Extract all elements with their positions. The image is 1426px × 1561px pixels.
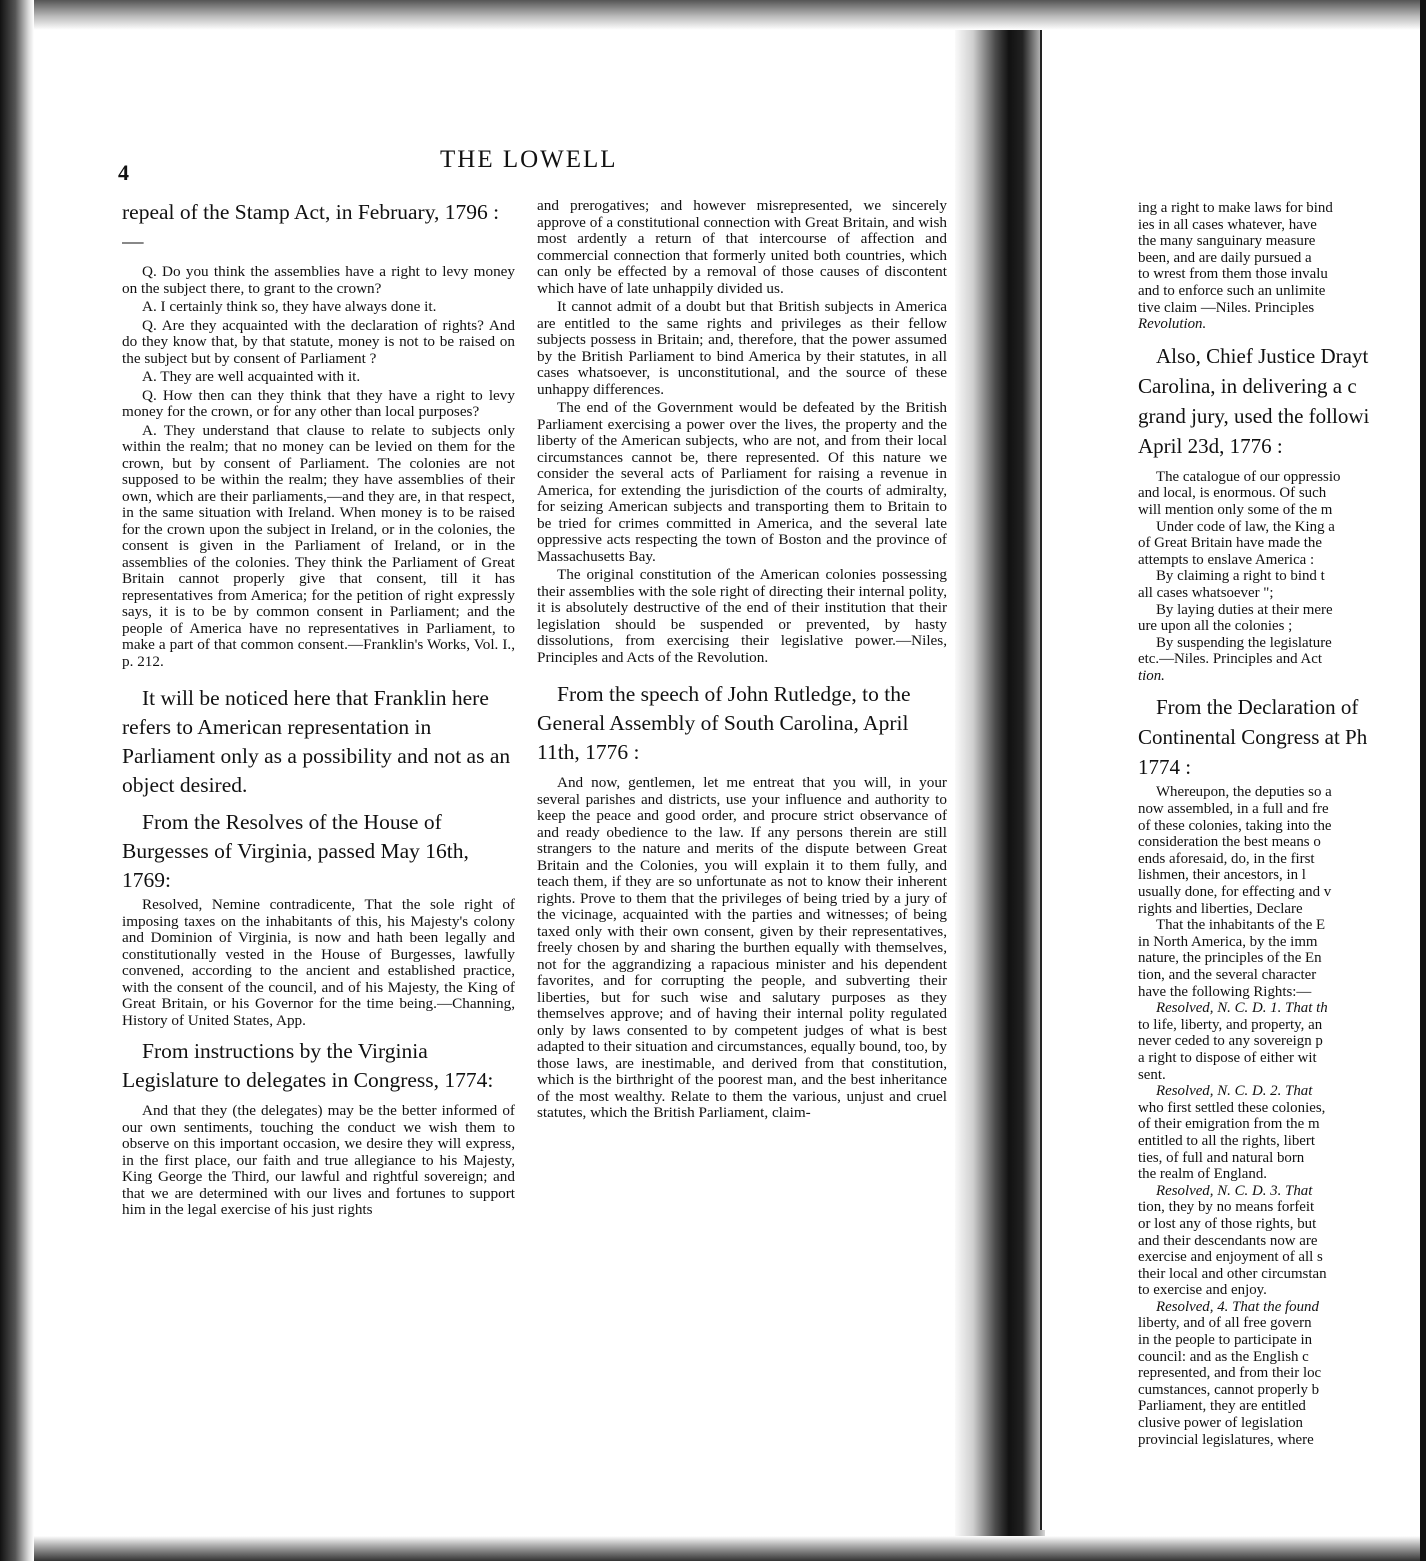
- quote-paragraph: and prerogatives; and however misrepresented, we sincerely approve of a constitutional connection with Great Britain, and wish most ardently a return of that intercourse of affection and commercial connection that formerly united both countries, which can only be effected by a removal of those causes of discontent which have of late unhappily divided us.: [537, 198, 947, 297]
- heading-line: grand jury, used the followi: [1138, 403, 1370, 428]
- text-line: lishmen, their ancestors, in l: [1138, 867, 1306, 884]
- text-line: all cases whatsoever ";: [1138, 584, 1274, 601]
- heading-line: Continental Congress at Ph: [1138, 725, 1368, 750]
- text-line: By claiming a right to bind t: [1156, 568, 1325, 585]
- text-line: etc.—Niles. Principles and Act: [1138, 651, 1323, 668]
- heading-line: Also, Chief Justice Drayt: [1156, 343, 1369, 368]
- text-line: Parliament, they are entitled: [1138, 1398, 1306, 1415]
- text-line: Resolved, N. C. D. 2. That: [1156, 1083, 1313, 1100]
- text-line: usually done, for effecting and v: [1138, 884, 1332, 901]
- resolve-paragraph: Resolved, Nemine contradicente, That the sole right of imposing taxes on the inhabitants of this, his Majesty's colony and Dominion of Virginia, is now and hath been legally and constitutionally vested in the House of Burgesses, lawfully convened, according to the ancient and established practice, with the consent of the council, and of his Majesty, the King of Great Britain, or his Governor for the time being.—Channing, History of United States, App.: [122, 896, 515, 1029]
- text-line: or lost any of those rights, but: [1138, 1215, 1317, 1232]
- text-line: Resolved, 4. That the found: [1156, 1298, 1319, 1315]
- text-line: tive claim —Niles. Principles: [1138, 299, 1315, 316]
- text-line: Resolved, N. C. D. 1. That th: [1156, 1000, 1328, 1017]
- instructions-paragraph: And that they (the delegates) may be the better informed of our own sentiments, touching the conduct we wish them to observe on this important occasion, we desire they will express, in the first place, our faith and true allegiance to his Majesty, King George the Third, our lawful and rightful sovereign; and that we are determined with our lives and fortunes to support him in the legal exercise of his just rights: [122, 1102, 515, 1218]
- text-line: will mention only some of the m: [1138, 501, 1333, 518]
- text-line: Whereupon, the deputies so a: [1156, 784, 1332, 801]
- text-line: tion.: [1138, 667, 1165, 684]
- text-line: of Great Britain have made the: [1138, 535, 1322, 552]
- text-line: cumstances, cannot properly b: [1138, 1381, 1320, 1398]
- text-line: liberty, and of all free govern: [1138, 1315, 1312, 1332]
- text-line: and their descendants now are: [1138, 1232, 1318, 1249]
- page-number: 4: [118, 160, 129, 185]
- text-line: in the people to participate in: [1138, 1332, 1313, 1349]
- speech-paragraph: And now, gentlemen, let me entreat that you will, in your several parishes and districts, use your influence and authority to keep the peace and good order, and procure strict observance of and ready obedience to the law. If any persons therein are still strangers to the nature and merits of the dispute between Great Britain and the Colonies, you will explain it to them fully, and teach them, if they are so unfortunate as not to know their inherent rights. Prove to them that the privileges of being tried by a jury of the vicinage, acquainted with the parties and witnesses; of being taxed only with their own consent, given by their representatives, freely chosen by and sharing the burthen equally with themselves, not for the aggrandizing a rapacious minister and his dependent favorites, and for corrupting the people, and subverting their liberties, but for such wise and salutary purposes as they themselves approve; and of having their internal polity regulated only by laws consented to by competent judges of what is best adapted to their situation and circumstances, equally bound, too, by those laws, are inestimable, and derived from that constitution, which is the birthright of the poorest man, and the best inheritance of the most wealthy. Relate to them the various, unjust and cruel statutes, which the British Parliament, claim-: [537, 774, 947, 1121]
- scan-edge-left: [0, 0, 34, 1561]
- source-heading: From the Resolves of the House of Burgesses of Virginia, passed May 16th, 1769:: [122, 810, 469, 892]
- text-line: a right to dispose of either wit: [1138, 1049, 1317, 1066]
- column-middle: [537, 198, 947, 1498]
- heading-line: Carolina, in delivering a c: [1138, 373, 1357, 398]
- qa-paragraph: A. They are well acquainted with it.: [142, 368, 361, 385]
- text-line: ure upon all the colonies ;: [1138, 618, 1293, 635]
- text-line: and local, is enormous. Of such: [1138, 485, 1327, 502]
- qa-paragraph: Q. How then can they think that they have a right to levy money for the crown, or for any other than local purposes?: [122, 386, 515, 420]
- text-line: By laying duties at their mere: [1156, 601, 1333, 618]
- text-line: in North America, by the imm: [1138, 933, 1318, 950]
- text-line: consideration the best means o: [1138, 834, 1321, 851]
- quote-paragraph: The end of the Government would be defeated by the British Parliament exercising a power over the lives, the property and the liberty of the American subjects, who are not, and from their local circumstances cannot be, there represented. Of this nature we consider the several acts of Parliament for raising a revenue in America, for extending the jurisdiction of the courts of admiralty, for seizing American subjects and transporting them to Britain to be tried for crimes committed in America, and the several late oppressive acts respecting the town of Boston and the province of Massachusetts Bay.: [537, 399, 947, 565]
- heading-line: From the Declaration of: [1156, 695, 1359, 720]
- book-gutter-shadow: [955, 0, 1045, 1561]
- column-right-cropped: [1138, 200, 1426, 1500]
- block-declaration: [1138, 784, 1426, 1448]
- text-line: nature, the principles of the En: [1138, 950, 1322, 967]
- text-line: ties, of full and natural born: [1138, 1149, 1305, 1166]
- text-line: been, and are daily pursued a: [1138, 249, 1312, 266]
- qa-paragraph: Q. Are they acquainted with the declaration of rights? And do they know that, by that statute, money is not to be raised on the subject but by consent of Parliament ?: [122, 316, 515, 367]
- text-line: of their emigration from the m: [1138, 1116, 1320, 1133]
- column-left: [122, 198, 515, 1498]
- text-line: tion, they by no means forfeit: [1138, 1199, 1315, 1216]
- text-line: to life, liberty, and property, an: [1138, 1016, 1323, 1033]
- source-heading: From the speech of John Rutledge, to the General Assembly of South Carolina, April 11th, 1776 :: [537, 682, 911, 764]
- text-line: clusive power of legislation: [1138, 1415, 1303, 1432]
- text-line: represented, and from their loc: [1138, 1365, 1322, 1382]
- text-line: provincial legislatures, where: [1138, 1431, 1314, 1448]
- heading-line: April 23d, 1776 :: [1138, 433, 1283, 458]
- block-continuation: [1138, 200, 1426, 333]
- text-line: Revolution.: [1138, 316, 1207, 333]
- text-line: Under code of law, the King a: [1156, 518, 1335, 535]
- heading-line: 1774 :: [1138, 755, 1192, 780]
- text-line: entitled to all the rights, libert: [1138, 1132, 1315, 1149]
- text-line: of these colonies, taking into the: [1138, 817, 1332, 834]
- running-title: THE LOWELL: [440, 146, 618, 173]
- text-line: the realm of England.: [1138, 1166, 1268, 1183]
- commentary-paragraph: It will be noticed here that Franklin here refers to American representation in Parliament only as a possibility and not as an object desired.: [122, 686, 511, 797]
- text-line: That the inhabitants of the E: [1156, 917, 1326, 934]
- text-line: attempts to enslave America :: [1138, 551, 1315, 568]
- text-line: ies in all cases whatever, have: [1138, 216, 1317, 233]
- text-line: ends aforesaid, do, in the first: [1138, 850, 1315, 867]
- text-line: to wrest from them those invalu: [1138, 266, 1328, 283]
- text-line: Resolved, N. C. D. 3. That: [1156, 1182, 1313, 1199]
- text-line: rights and liberties, Declare: [1138, 900, 1303, 917]
- text-line: tion, and the several character: [1138, 967, 1317, 983]
- text-line: to exercise and enjoy.: [1138, 1282, 1267, 1299]
- text-line: ing a right to make laws for bind: [1138, 200, 1333, 216]
- text-line: the many sanguinary measure: [1138, 233, 1316, 250]
- source-heading: [1138, 341, 1426, 461]
- text-line: who first settled these colonies,: [1138, 1099, 1326, 1116]
- scan-edge-bottom: [0, 1536, 1426, 1561]
- quote-paragraph: The original constitution of the American colonies possessing their assemblies with the sole right of directing their internal polity, it is absolutely destructive of the end of their institution that their legislation should be suspended or prevented, by hasty dissolutions, from exercising their legislative power.—Niles, Principles and Acts of the Revolution.: [537, 566, 947, 666]
- text-line: their local and other circumstan: [1138, 1265, 1327, 1282]
- lead-paragraph: repeal of the Stamp Act, in February, 1796 :—: [122, 200, 500, 253]
- qa-paragraph: Q. Do you think the assemblies have a right to levy money on the subject there, to grant to the crown?: [122, 263, 515, 297]
- text-line: exercise and enjoyment of all s: [1138, 1249, 1323, 1266]
- source-heading: [1138, 692, 1426, 782]
- text-line: sent.: [1138, 1066, 1166, 1083]
- text-line: now assembled, in a full and fre: [1138, 801, 1329, 818]
- text-line: By suspending the legislature: [1156, 634, 1332, 651]
- qa-paragraph: A. They understand that clause to relate to subjects only within the realm; that no money can be levied on them for the crown, but by consent of Parliament. The colonies are not supposed to be within the realm; they have assemblies of their own, which are their parliaments,—and they are, in that respect, in the same situation with Ireland. When money is to be raised for the crown upon the subject in Ireland, or in the colonies, the consent is given in the Parliament of Ireland, or in the assemblies of the colonies. They think the Parliament of Great Britain cannot properly give that consent, till it has representatives from America; for the petition of right expressly says, it is to be by common consent in Parliament; and the people of America have no representatives in Parliament, to make a part of that common consent.—Franklin's Works, Vol. I., p. 212.: [122, 421, 515, 670]
- text-line: The catalogue of our oppressio: [1156, 468, 1341, 485]
- quote-paragraph: It cannot admit of a doubt but that British subjects in America are entitled to the same rights and privileges as their fellow subjects possess in Britain; and, therefore, that the power assumed by the British Parliament to bind America by their statutes, in all cases whatsoever, is unconstitutional, and the source of these unhappy differences.: [537, 298, 947, 398]
- source-heading: From instructions by the Virginia Legislature to delegates in Congress, 1774:: [122, 1039, 494, 1092]
- text-line: have the following Rights:—: [1138, 983, 1312, 1000]
- text-line: and to enforce such an unlimite: [1138, 282, 1326, 299]
- scan-edge-top: [0, 0, 1426, 30]
- qa-paragraph: A. I certainly think so, they have always done it.: [142, 298, 437, 315]
- block-catalogue: [1138, 469, 1426, 685]
- text-line: never ceded to any sovereign p: [1138, 1033, 1323, 1050]
- text-line: council: and as the English c: [1138, 1348, 1309, 1365]
